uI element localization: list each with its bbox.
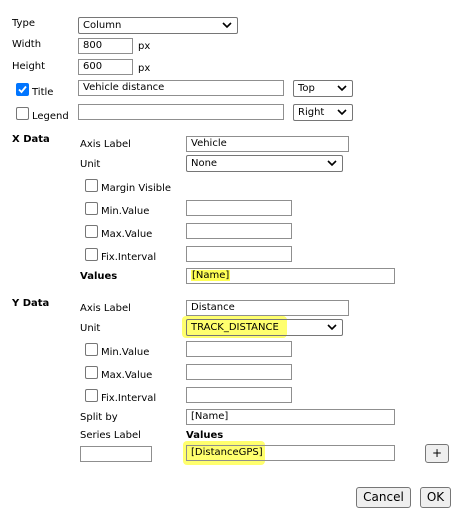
y-data-section-label: Y Data [12, 298, 50, 309]
x-axis-label-input[interactable]: Vehicle [186, 136, 349, 152]
title-position-select[interactable] [293, 80, 353, 97]
x-fix-interval-input[interactable] [186, 246, 292, 262]
y-axis-label-input[interactable]: Distance [186, 300, 349, 316]
title-label: Title [32, 87, 54, 98]
x-max-value-label: Max.Value [101, 229, 153, 240]
x-min-value-input[interactable] [186, 200, 292, 216]
series-label-label: Series Label [80, 430, 141, 441]
y-unit-label: Unit [80, 323, 101, 334]
check-icon [18, 85, 27, 94]
y-values-label: Values [186, 430, 224, 441]
split-by-label: Split by [80, 412, 118, 423]
width-input[interactable]: 800 [78, 38, 133, 54]
y-fix-interval-label: Fix.Interval [101, 393, 157, 404]
title-input[interactable]: Vehicle distance [78, 80, 284, 96]
height-label: Height [12, 61, 46, 72]
type-label: Type [12, 18, 35, 29]
title-position-value: Top [298, 83, 315, 94]
y-max-value-checkbox[interactable] [85, 366, 98, 379]
height-unit: px [138, 63, 151, 74]
x-unit-value: None [191, 158, 218, 169]
type-select[interactable] [78, 17, 238, 34]
x-values-label: Values [80, 271, 118, 282]
x-fix-interval-checkbox[interactable] [85, 248, 98, 261]
y-unit-value: TRACK_DISTANCE [191, 322, 279, 333]
y-fix-interval-input[interactable] [186, 387, 292, 403]
x-max-value-checkbox[interactable] [85, 225, 98, 238]
title-checkbox[interactable] [16, 83, 29, 96]
split-by-input[interactable]: [Name] [186, 409, 395, 425]
x-min-value-label: Min.Value [101, 206, 150, 217]
ok-button[interactable]: OK [420, 487, 451, 508]
x-unit-select[interactable] [186, 155, 343, 172]
y-axis-label-label: Axis Label [80, 303, 131, 314]
chevron-down-icon [337, 109, 347, 116]
chevron-down-icon [222, 22, 232, 29]
y-unit-select[interactable] [186, 319, 343, 336]
y-max-value-input[interactable] [186, 364, 292, 380]
legend-label: Legend [32, 111, 69, 122]
add-series-button[interactable]: + [425, 444, 449, 463]
legend-input[interactable] [78, 104, 284, 120]
type-select-value: Column [83, 20, 122, 31]
x-values-highlight: [Name] [192, 270, 230, 281]
x-max-value-input[interactable] [186, 223, 292, 239]
x-min-value-checkbox[interactable] [85, 202, 98, 215]
legend-position-select[interactable] [293, 104, 353, 121]
y-min-value-input[interactable] [186, 341, 292, 357]
series-label-input[interactable] [80, 446, 152, 462]
y-values-input[interactable]: [DistanceGPS] [186, 445, 395, 461]
y-min-value-checkbox[interactable] [85, 343, 98, 356]
y-min-value-label: Min.Value [101, 347, 150, 358]
x-unit-label: Unit [80, 159, 101, 170]
margin-visible-label: Margin Visible [101, 183, 171, 194]
y-max-value-label: Max.Value [101, 370, 153, 381]
x-data-section-label: X Data [12, 134, 50, 145]
width-label: Width [12, 39, 42, 50]
legend-position-value: Right [298, 107, 325, 118]
chevron-down-icon [327, 160, 337, 167]
height-input[interactable]: 600 [78, 59, 133, 75]
margin-visible-checkbox[interactable] [85, 179, 98, 192]
x-values-input[interactable] [186, 268, 395, 284]
x-fix-interval-label: Fix.Interval [101, 252, 157, 263]
x-axis-label-label: Axis Label [80, 139, 131, 150]
cancel-button[interactable]: Cancel [356, 487, 411, 508]
y-fix-interval-checkbox[interactable] [85, 389, 98, 402]
chevron-down-icon [327, 324, 337, 331]
chevron-down-icon [337, 85, 347, 92]
legend-checkbox[interactable] [16, 107, 29, 120]
width-unit: px [138, 41, 151, 52]
